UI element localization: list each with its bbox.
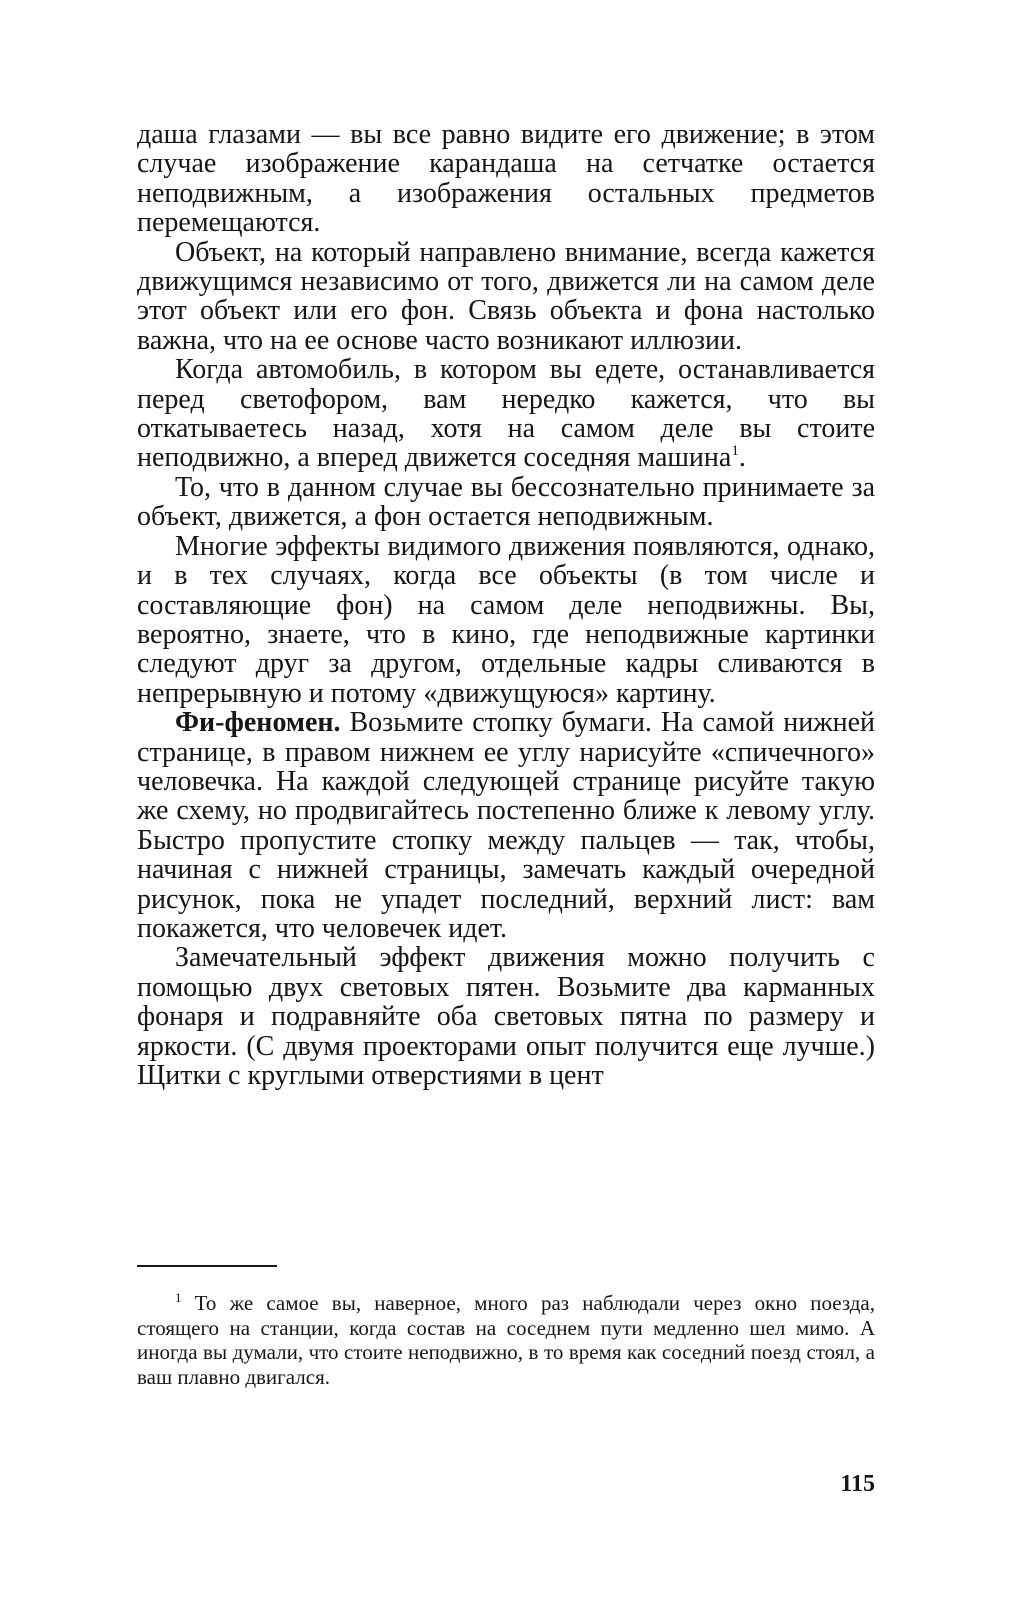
paragraph-text: Объект, на который направлено внимание, всегда кажется движущимся независимо от того, движется ли на самом деле этот объект или его фон. Связь объекта и фона настолько важна, что на ее основе часто возникают иллюзии. xyxy=(137,236,875,356)
paragraph xyxy=(137,238,875,356)
paragraph-text: Возьмите стопку бумаги. На самой нижней странице, в правом нижнем ее углу нарисуйте «спичечного» человечка. На каждой следующей странице рисуйте такую же схему, но продвигайтесь постепенно ближе к левому углу. Быстро пропустите стопку между пальцев — так, чтобы, начиная с нижней страницы, замечать каждый очередной рисунок, пока не упадет последний, верхний лист: вам покажется, что человечек идет. xyxy=(137,707,875,944)
paragraph: Когда автомобиль, в котором вы едете, останавливается перед светофором, вам нередко кажется, что вы откатываетесь назад, хотя на самом деле вы стоите неподвижно, а вперед движется соседняя машина$^1$. xyxy=(137,354,875,474)
body-text xyxy=(137,120,875,1090)
footnote-divider xyxy=(137,1265,277,1267)
paragraph-text: То, что в данном случае вы бессознательно принимаете за объект, движется, а фон остается неподвижным. xyxy=(137,471,875,533)
footnote xyxy=(137,1291,875,1389)
paragraph-continuation xyxy=(137,120,875,238)
paragraph xyxy=(137,473,875,532)
paragraph xyxy=(137,708,875,943)
page-number: 115 xyxy=(840,1471,875,1497)
paragraph-text: Замечательный эффект движения можно получить с помощью двух световых пятен. Возьмите два карманных фонаря и подравняйте оба световых пятна по размеру и яркости. (С двумя проекторами опыт получится еще лучше.) Щитки с круглыми отверстиями в цент xyxy=(137,942,875,1091)
paragraph xyxy=(137,943,875,1090)
paragraph-text: даша глазами — вы все равно видите его движение; в этом случае изображение карандаша на сетчатке остается неподвижным, а изображения остальных предметов перемещаются. xyxy=(137,119,875,239)
paragraph-text: Когда автомобиль, в котором вы едете, останавливается перед светофором, вам нередко кажется, что вы откатываетесь назад, хотя на самом деле вы стоите неподвижно, а вперед движется соседняя машина xyxy=(137,354,875,474)
run-in-heading: Фи-феномен. xyxy=(175,707,341,739)
footnote-text: То же самое вы, наверное, много раз наблюдали через окно поезда, стоящего на станции, когда состав на соседнем пути медленно шел мимо. А иногда вы думали, что стоите неподвижно, в то время как соседний поезд стоял, а ваш плавно двигался. xyxy=(137,1291,875,1389)
paragraph-text: Многие эффекты видимого движения появляются, однако, и в тех случаях, когда все объекты (в том числе и составляющие фон) на самом деле неподвижны. Вы, вероятно, знаете, что в кино, где неподвижные картинки следуют друг за другом, отдельные кадры сливаются в непрерывную и потому «движущуюся» картину. xyxy=(137,530,875,709)
paragraph xyxy=(137,532,875,708)
footnote-marker: 1 xyxy=(175,1290,182,1305)
footnote-reference: 1 xyxy=(731,443,739,460)
